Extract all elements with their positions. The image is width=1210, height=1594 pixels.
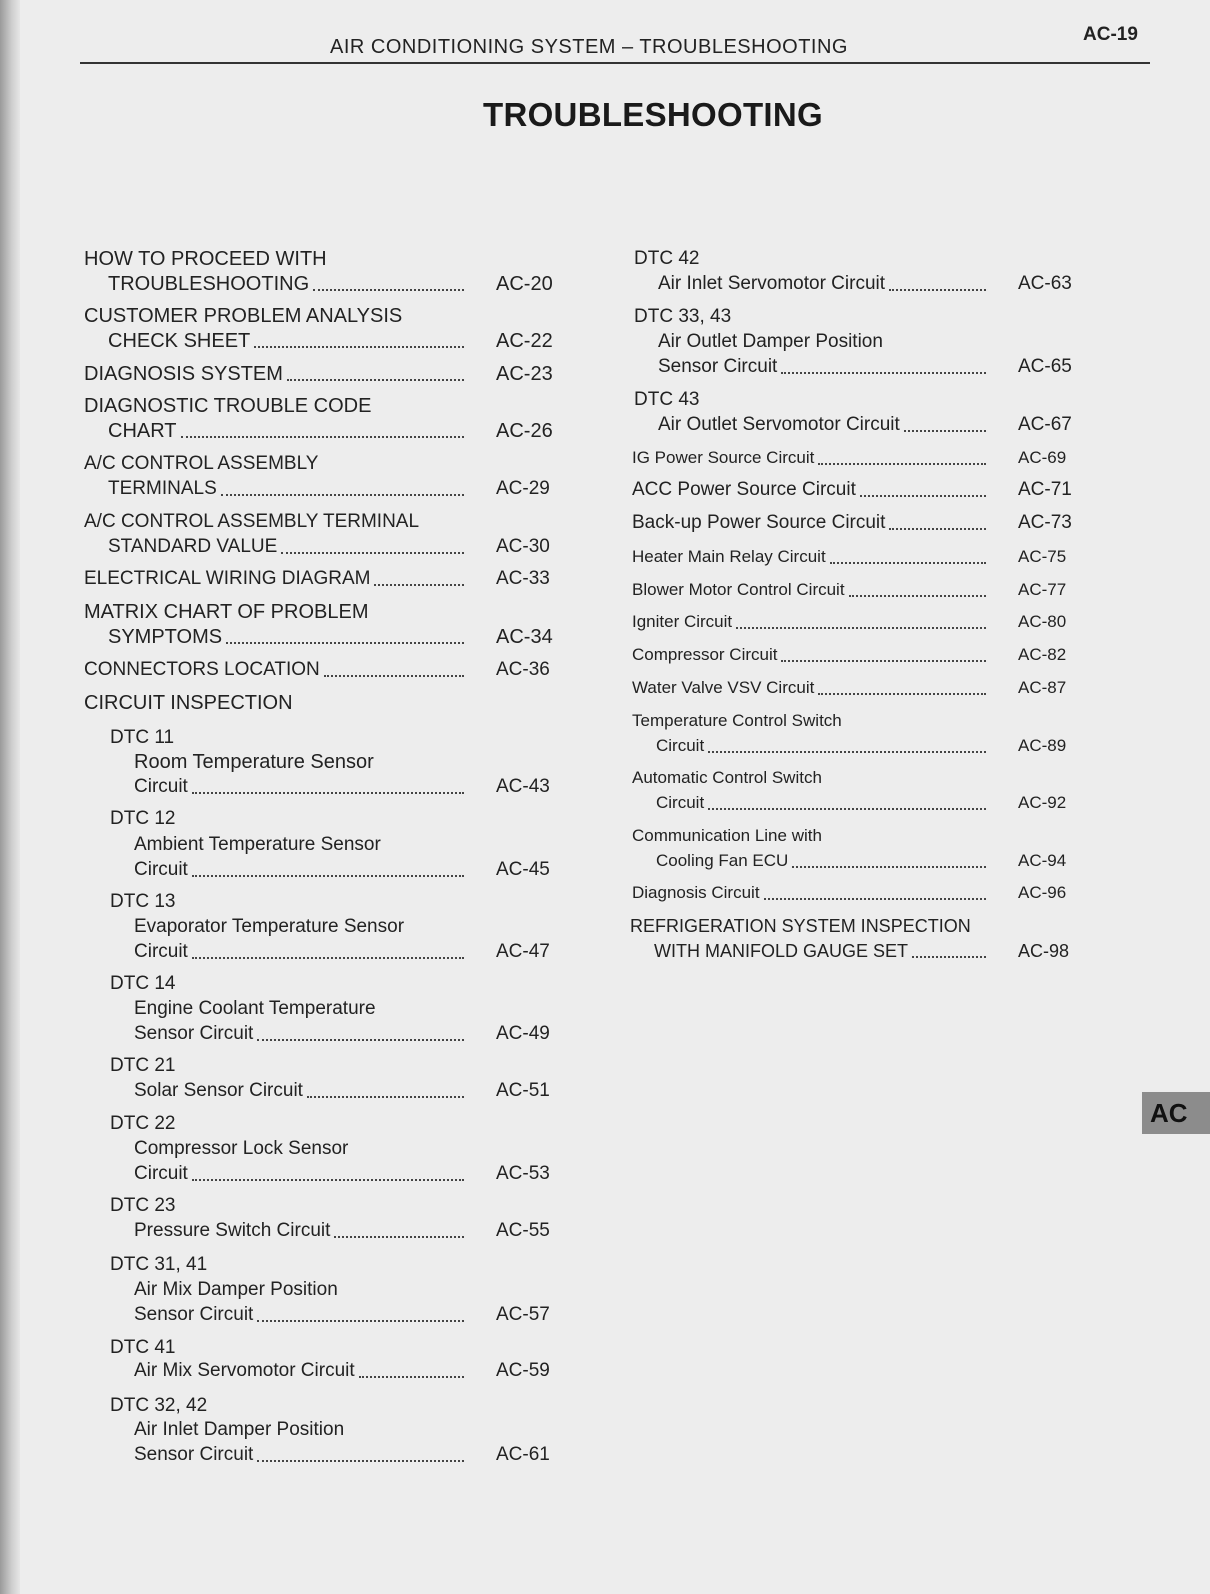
leader-dots bbox=[226, 642, 464, 644]
toc-page-number: AC-22 bbox=[496, 330, 553, 352]
toc-heading-engine-coolant-temperature: Engine Coolant Temperature bbox=[134, 998, 376, 1019]
toc-entry-air-outlet-servomotor-circuit bbox=[658, 413, 1078, 437]
toc-entry-sensor-circuit bbox=[134, 1443, 556, 1467]
leader-dots bbox=[257, 1460, 464, 1462]
toc-heading-refrigeration-system-inspection: REFRIGERATION SYSTEM INSPECTION bbox=[630, 916, 971, 936]
toc-heading-dtc-32-42: DTC 32, 42 bbox=[110, 1395, 208, 1416]
toc-entry-air-mix-servomotor-circuit bbox=[134, 1359, 556, 1383]
toc-page-number: AC-23 bbox=[496, 363, 553, 385]
leader-dots bbox=[792, 866, 986, 868]
leader-dots bbox=[818, 463, 986, 465]
toc-entry-ig-power-source-circuit bbox=[632, 446, 1078, 470]
toc-page-number: AC-59 bbox=[496, 1360, 550, 1381]
toc-entry-diagnosis-circuit bbox=[632, 881, 1078, 905]
toc-page-number: AC-29 bbox=[496, 478, 550, 499]
toc-heading-matrix-chart-of-problem: MATRIX CHART OF PROBLEM bbox=[84, 601, 369, 623]
page-binding-edge bbox=[0, 0, 20, 1594]
toc-entry-label: CONNECTORS LOCATION bbox=[84, 659, 320, 680]
toc-page-number: AC-75 bbox=[1018, 547, 1067, 566]
toc-entry-sensor-circuit bbox=[134, 1303, 556, 1327]
toc-entry-label: Blower Motor Control Circuit bbox=[632, 580, 845, 599]
toc-entry-label: Compressor Circuit bbox=[632, 645, 778, 664]
toc-entry-circuit bbox=[134, 1162, 556, 1186]
toc-entry-label: Circuit bbox=[656, 793, 705, 812]
toc-heading-customer-problem-analysis: CUSTOMER PROBLEM ANALYSIS bbox=[84, 305, 403, 327]
toc-entry-acc-power-source-circuit bbox=[632, 478, 1078, 502]
toc-entry-label: Cooling Fan ECU bbox=[656, 851, 789, 870]
leader-dots bbox=[192, 957, 464, 959]
toc-page-number: AC-34 bbox=[496, 626, 553, 648]
toc-entry-troubleshooting bbox=[108, 272, 556, 296]
toc-entry-label: Air Mix Servomotor Circuit bbox=[134, 1360, 355, 1381]
toc-entry-compressor-circuit bbox=[632, 643, 1078, 667]
toc-page-number: AC-98 bbox=[1018, 941, 1070, 961]
toc-heading-dtc-23: DTC 23 bbox=[110, 1195, 176, 1216]
toc-page-number: AC-77 bbox=[1018, 580, 1067, 599]
toc-entry-label: Pressure Switch Circuit bbox=[134, 1220, 331, 1241]
page-title: TROUBLESHOOTING bbox=[483, 96, 823, 133]
toc-entry-label: Sensor Circuit bbox=[134, 1023, 254, 1044]
toc-heading-how-to-proceed-with: HOW TO PROCEED WITH bbox=[84, 248, 327, 270]
toc-entry-with-manifold-gauge-set bbox=[654, 939, 1078, 963]
leader-dots bbox=[781, 372, 986, 374]
toc-page-number: AC-45 bbox=[496, 859, 550, 880]
toc-page-number: AC-65 bbox=[1018, 356, 1072, 377]
toc-heading-air-mix-damper-position: Air Mix Damper Position bbox=[134, 1279, 338, 1300]
toc-heading-dtc-13: DTC 13 bbox=[110, 891, 176, 912]
leader-dots bbox=[324, 675, 464, 677]
toc-heading-dtc-41: DTC 41 bbox=[110, 1337, 176, 1358]
toc-heading-automatic-control-switch: Automatic Control Switch bbox=[632, 768, 822, 787]
toc-entry-sensor-circuit bbox=[658, 355, 1078, 379]
toc-page-number: AC-33 bbox=[496, 568, 550, 589]
toc-entry-label: TROUBLESHOOTING bbox=[108, 273, 310, 295]
toc-page-number: AC-20 bbox=[496, 273, 553, 295]
toc-heading-communication-line-with: Communication Line with bbox=[632, 826, 822, 845]
toc-heading-diagnostic-trouble-code: DIAGNOSTIC TROUBLE CODE bbox=[84, 395, 372, 417]
leader-dots bbox=[313, 289, 464, 291]
toc-page-number: AC-30 bbox=[496, 536, 550, 557]
leader-dots bbox=[192, 792, 464, 794]
toc-entry-igniter-circuit bbox=[632, 610, 1078, 634]
toc-heading-a-c-control-assembly-terminal: A/C CONTROL ASSEMBLY TERMINAL bbox=[84, 511, 420, 532]
toc-entry-circuit bbox=[656, 791, 1078, 815]
leader-dots bbox=[764, 898, 986, 900]
toc-page-number: AC-82 bbox=[1018, 645, 1067, 664]
toc-entry-label: Circuit bbox=[656, 736, 705, 755]
toc-entry-label: WITH MANIFOLD GAUGE SET bbox=[654, 941, 909, 961]
leader-dots bbox=[254, 346, 464, 348]
toc-heading-evaporator-temperature-sensor: Evaporator Temperature Sensor bbox=[134, 916, 405, 937]
toc-entry-check-sheet bbox=[108, 329, 556, 353]
toc-page-number: AC-36 bbox=[496, 659, 550, 680]
toc-entry-label: CHECK SHEET bbox=[108, 330, 251, 352]
toc-entry-cooling-fan-ecu bbox=[656, 849, 1078, 873]
leader-dots bbox=[849, 595, 986, 597]
toc-entry-label: Circuit bbox=[134, 776, 188, 797]
leader-dots bbox=[192, 875, 464, 877]
toc-heading-dtc-21: DTC 21 bbox=[110, 1055, 176, 1076]
toc-page-number: AC-69 bbox=[1018, 448, 1067, 467]
toc-page-number: AC-80 bbox=[1018, 612, 1067, 631]
toc-entry-heater-main-relay-circuit bbox=[632, 545, 1078, 569]
toc-entry-circuit bbox=[656, 734, 1078, 758]
toc-entry-pressure-switch-circuit bbox=[134, 1219, 556, 1243]
toc-entry-label: Sensor Circuit bbox=[658, 356, 778, 377]
toc-entry-label: IG Power Source Circuit bbox=[632, 448, 815, 467]
toc-heading-dtc-11: DTC 11 bbox=[110, 727, 175, 748]
toc-entry-sensor-circuit bbox=[134, 1022, 556, 1046]
toc-entry-terminals bbox=[108, 477, 556, 501]
toc-heading-dtc-12: DTC 12 bbox=[110, 808, 176, 829]
toc-entry-label: Igniter Circuit bbox=[632, 612, 733, 631]
toc-page-number: AC-26 bbox=[496, 420, 553, 442]
toc-heading-ambient-temperature-sensor: Ambient Temperature Sensor bbox=[134, 834, 381, 855]
toc-page-number: AC-49 bbox=[496, 1023, 550, 1044]
toc-page-number: AC-61 bbox=[496, 1444, 550, 1465]
leader-dots bbox=[889, 289, 986, 291]
leader-dots bbox=[860, 495, 986, 497]
toc-entry-label: SYMPTOMS bbox=[108, 626, 223, 648]
toc-page-number: AC-87 bbox=[1018, 678, 1067, 697]
toc-entry-label: Air Outlet Servomotor Circuit bbox=[658, 414, 900, 435]
toc-entry-label: Water Valve VSV Circuit bbox=[632, 678, 815, 697]
toc-page-number: AC-67 bbox=[1018, 414, 1072, 435]
toc-heading-a-c-control-assembly: A/C CONTROL ASSEMBLY bbox=[84, 453, 319, 474]
toc-entry-label: Air Inlet Servomotor Circuit bbox=[658, 273, 886, 294]
leader-dots bbox=[281, 552, 464, 554]
page-number: AC-19 bbox=[1083, 24, 1138, 45]
toc-heading-dtc-14: DTC 14 bbox=[110, 973, 176, 994]
toc-entry-label: ELECTRICAL WIRING DIAGRAM bbox=[84, 568, 371, 589]
toc-entry-label: Circuit bbox=[134, 941, 188, 962]
toc-entry-label: TERMINALS bbox=[108, 478, 217, 499]
leader-dots bbox=[904, 430, 986, 432]
toc-heading-dtc-42: DTC 42 bbox=[634, 248, 700, 269]
toc-entry-circuit bbox=[134, 775, 556, 799]
toc-heading-air-inlet-damper-position: Air Inlet Damper Position bbox=[134, 1419, 345, 1440]
leader-dots bbox=[334, 1236, 464, 1238]
toc-page-number: AC-94 bbox=[1018, 851, 1067, 870]
toc-entry-standard-value bbox=[108, 535, 556, 559]
leader-dots bbox=[287, 379, 464, 381]
toc-entry-water-valve-vsv-circuit bbox=[632, 676, 1078, 700]
toc-entry-circuit bbox=[134, 858, 556, 882]
leader-dots bbox=[708, 808, 986, 810]
leader-dots bbox=[781, 660, 986, 662]
toc-entry-label: Circuit bbox=[134, 859, 188, 880]
toc-entry-label: Circuit bbox=[134, 1163, 188, 1184]
leader-dots bbox=[830, 562, 986, 564]
toc-entry-air-inlet-servomotor-circuit bbox=[658, 272, 1078, 296]
toc-heading-circuit-inspection: CIRCUIT INSPECTION bbox=[84, 692, 293, 714]
toc-page-number: AC-55 bbox=[496, 1220, 550, 1241]
toc-heading-dtc-43: DTC 43 bbox=[634, 389, 700, 410]
toc-entry-diagnosis-system bbox=[84, 362, 556, 386]
toc-entry-circuit bbox=[134, 940, 556, 964]
leader-dots bbox=[889, 528, 986, 530]
leader-dots bbox=[181, 436, 464, 438]
toc-page-number: AC-96 bbox=[1018, 883, 1067, 902]
toc-page-number: AC-43 bbox=[496, 776, 550, 797]
leader-dots bbox=[307, 1096, 464, 1098]
toc-entry-connectors-location bbox=[84, 658, 556, 682]
toc-entry-label: Sensor Circuit bbox=[134, 1304, 254, 1325]
toc-heading-room-temperature-sensor: Room Temperature Sensor bbox=[134, 751, 374, 773]
toc-entry-label: Sensor Circuit bbox=[134, 1444, 254, 1465]
toc-page-number: AC-71 bbox=[1018, 479, 1072, 500]
toc-entry-electrical-wiring-diagram bbox=[84, 567, 556, 591]
leader-dots bbox=[359, 1376, 464, 1378]
toc-entry-label: Diagnosis Circuit bbox=[632, 883, 760, 902]
toc-page-number: AC-53 bbox=[496, 1163, 550, 1184]
toc-entry-symptoms bbox=[108, 625, 556, 649]
toc-heading-dtc-31-41: DTC 31, 41 bbox=[110, 1254, 208, 1275]
toc-entry-label: ACC Power Source Circuit bbox=[632, 479, 856, 500]
toc-entry-solar-sensor-circuit bbox=[134, 1079, 556, 1103]
toc-page-number: AC-51 bbox=[496, 1080, 550, 1101]
toc-entry-chart bbox=[108, 419, 556, 443]
header-rule bbox=[80, 62, 1150, 64]
toc-page-number: AC-73 bbox=[1018, 512, 1072, 533]
leader-dots bbox=[192, 1179, 464, 1181]
toc-page-number: AC-47 bbox=[496, 941, 550, 962]
toc-heading-air-outlet-damper-position: Air Outlet Damper Position bbox=[658, 331, 883, 352]
toc-entry-label: CHART bbox=[108, 420, 177, 442]
leader-dots bbox=[818, 693, 986, 695]
toc-page-number: AC-92 bbox=[1018, 793, 1067, 812]
section-tab: AC bbox=[1142, 1092, 1210, 1134]
leader-dots bbox=[257, 1039, 464, 1041]
leader-dots bbox=[736, 627, 986, 629]
toc-entry-label: DIAGNOSIS SYSTEM bbox=[84, 363, 283, 385]
toc-page-number: AC-63 bbox=[1018, 273, 1072, 294]
toc-entry-blower-motor-control-circuit bbox=[632, 578, 1078, 602]
toc-heading-temperature-control-switch: Temperature Control Switch bbox=[632, 711, 842, 730]
leader-dots bbox=[257, 1320, 464, 1322]
leader-dots bbox=[374, 584, 464, 586]
toc-page-number: AC-89 bbox=[1018, 736, 1067, 755]
leader-dots bbox=[221, 494, 464, 496]
leader-dots bbox=[708, 751, 986, 753]
toc-heading-compressor-lock-sensor: Compressor Lock Sensor bbox=[134, 1138, 349, 1159]
toc-entry-label: Heater Main Relay Circuit bbox=[632, 547, 826, 566]
toc-entry-label: Solar Sensor Circuit bbox=[134, 1080, 303, 1101]
toc-page-number: AC-57 bbox=[496, 1304, 550, 1325]
toc-entry-back-up-power-source-circuit bbox=[632, 511, 1078, 535]
toc-entry-label: STANDARD VALUE bbox=[108, 536, 278, 557]
section-header: AIR CONDITIONING SYSTEM – TROUBLESHOOTING bbox=[330, 36, 848, 58]
toc-heading-dtc-22: DTC 22 bbox=[110, 1113, 176, 1134]
leader-dots bbox=[912, 956, 986, 958]
toc-entry-label: Back-up Power Source Circuit bbox=[632, 512, 886, 533]
toc-heading-dtc-33-43: DTC 33, 43 bbox=[634, 306, 732, 327]
